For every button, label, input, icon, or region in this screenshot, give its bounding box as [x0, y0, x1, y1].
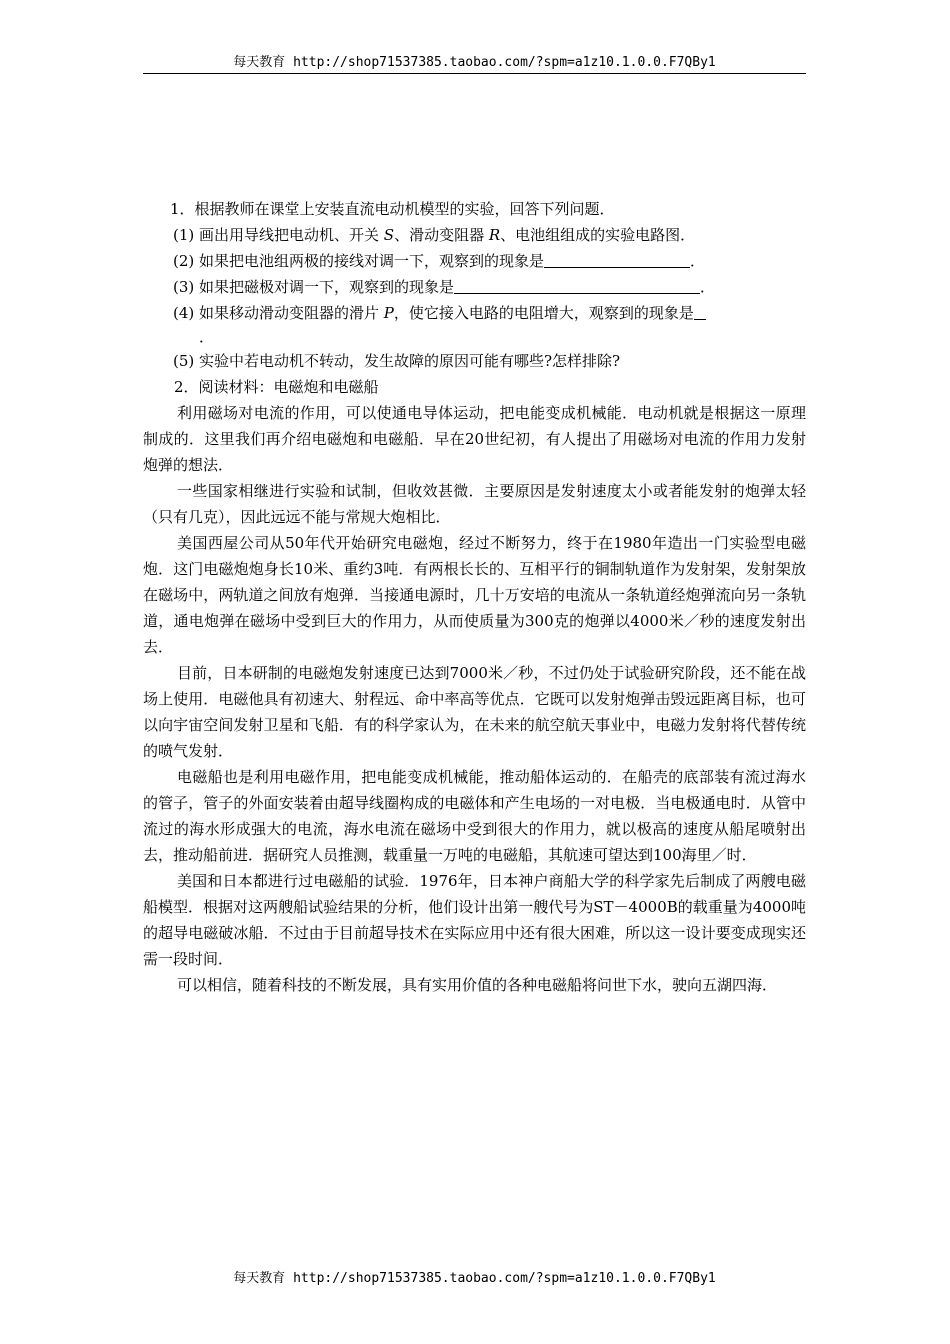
reading-paragraph: 可以相信，随着科技的不断发展，具有实用价值的各种电磁船将问世下水，驶向五湖四海．	[177, 976, 778, 994]
part-1-text-a: (1) 画出用导线把电动机、开关	[173, 226, 384, 244]
part-4-period: ．	[199, 328, 215, 346]
page-footer: 每天教育 http://shop71537385.taobao.com/?spm=a1z10.1.0.0.F7QBy1	[233, 1271, 716, 1286]
part-3-text: (3) 如果把磁极对调一下，观察到的现象是	[173, 278, 455, 296]
part-1-text-c: 、电池组组成的实验电路图．	[500, 226, 696, 244]
rheostat-symbol: R	[488, 226, 501, 244]
question-1-part-2	[143, 248, 806, 274]
document-body	[143, 196, 806, 998]
part-4-text-b: ，使它接入电路的电阻增大，观察到的现象是	[393, 304, 694, 322]
reading-paragraph: 美国西屋公司从50年代开始研究电磁炮，经过不断努力，终于在1980年造出一门实验型电磁炮．这门电磁炮炮身长10米、重约3吨．有两根长长的、互相平行的铜制轨道作为发射架，发射架放在磁场中，两轨道之间放有炮弹．当接通电源时，几十万安培的电流从一条轨道经炮弹流向另一条轨道，通电炮弹在磁场中受到巨大的作用力，从而使质量为300克的炮弹以4000米／秒的速度发射出去．	[143, 534, 806, 656]
header-rule	[143, 73, 806, 74]
answer-blank-3[interactable]	[454, 278, 700, 294]
question-1-part-5: (5) 实验中若电动机不转动，发生故障的原因可能有哪些?怎样排除?	[173, 352, 621, 370]
part-1-text-b: 、滑动变阻器	[394, 226, 489, 244]
reading-paragraph: 美国和日本都进行过电磁船的试验．1976年，日本神户商船大学的科学家先后制成了两艘电磁船模型．根据对这两艘船试验结果的分析，他们设计出第一艘代号为ST－4000B的载重量为4000吨的超导电磁破冰船．不过由于目前超导技术在实际应用中还有很大困难，所以这一设计要变成现实还需一段时间．	[143, 872, 806, 968]
slider-symbol: P	[383, 304, 394, 322]
answer-blank-4[interactable]	[694, 304, 706, 320]
answer-blank-2[interactable]	[544, 252, 690, 268]
part-4-text-a: (4) 如果移动滑动变阻器的滑片	[173, 304, 384, 322]
page-header: 每天教育 http://shop71537385.taobao.com/?spm=a1z10.1.0.0.F7QBy1	[233, 55, 716, 70]
question-2-title: 2．阅读材料：电磁炮和电磁船	[174, 378, 379, 396]
question-1-title: 1．根据教师在课堂上安装直流电动机模型的实验，回答下列问题．	[170, 200, 615, 218]
switch-symbol: S	[383, 226, 395, 244]
question-1-part-4	[143, 300, 806, 326]
reading-paragraph: 利用磁场对电流的作用，可以使通电导体运动，把电能变成机械能．电动机就是根据这一原理制成的．这里我们再介绍电磁炮和电磁船．早在20世纪初，有人提出了用磁场对电流的作用力发射炮弹的想法．	[143, 404, 806, 474]
question-1-part-1	[143, 222, 806, 248]
reading-paragraph: 电磁船也是利用电磁作用，把电能变成机械能，推动船体运动的．在船壳的底部装有流过海水的管子，管子的外面安装着由超导线圈构成的电磁体和产生电场的一对电极．当电极通电时．从管中流过的海水形成强大的电流，海水电流在磁场中受到很大的作用力，就以极高的速度从船尾喷射出去，推动船前进．据研究人员推测，载重量一万吨的电磁船，其航速可望达到100海里／时．	[143, 768, 806, 864]
question-1-part-3	[143, 274, 806, 300]
part-3-period: ．	[700, 278, 716, 296]
part-2-period: ．	[690, 252, 706, 270]
reading-paragraph: 目前，日本研制的电磁炮发射速度已达到7000米／秒，不过仍处于试验研究阶段，还不能在战场上使用．电磁他具有初速大、射程远、命中率高等优点．它既可以发射炮弹击毁远距离目标，也可以向宇宙空间发射卫星和飞船．有的科学家认为，在未来的航空航天事业中，电磁力发射将代替传统的喷气发射．	[143, 664, 806, 760]
part-2-text: (2) 如果把电池组两极的接线对调一下，观察到的现象是	[173, 252, 545, 270]
reading-paragraph: 一些国家相继进行实验和试制，但收效甚微．主要原因是发射速度太小或者能发射的炮弹太轻（只有几克），因此远远不能与常规大炮相比．	[143, 482, 806, 526]
